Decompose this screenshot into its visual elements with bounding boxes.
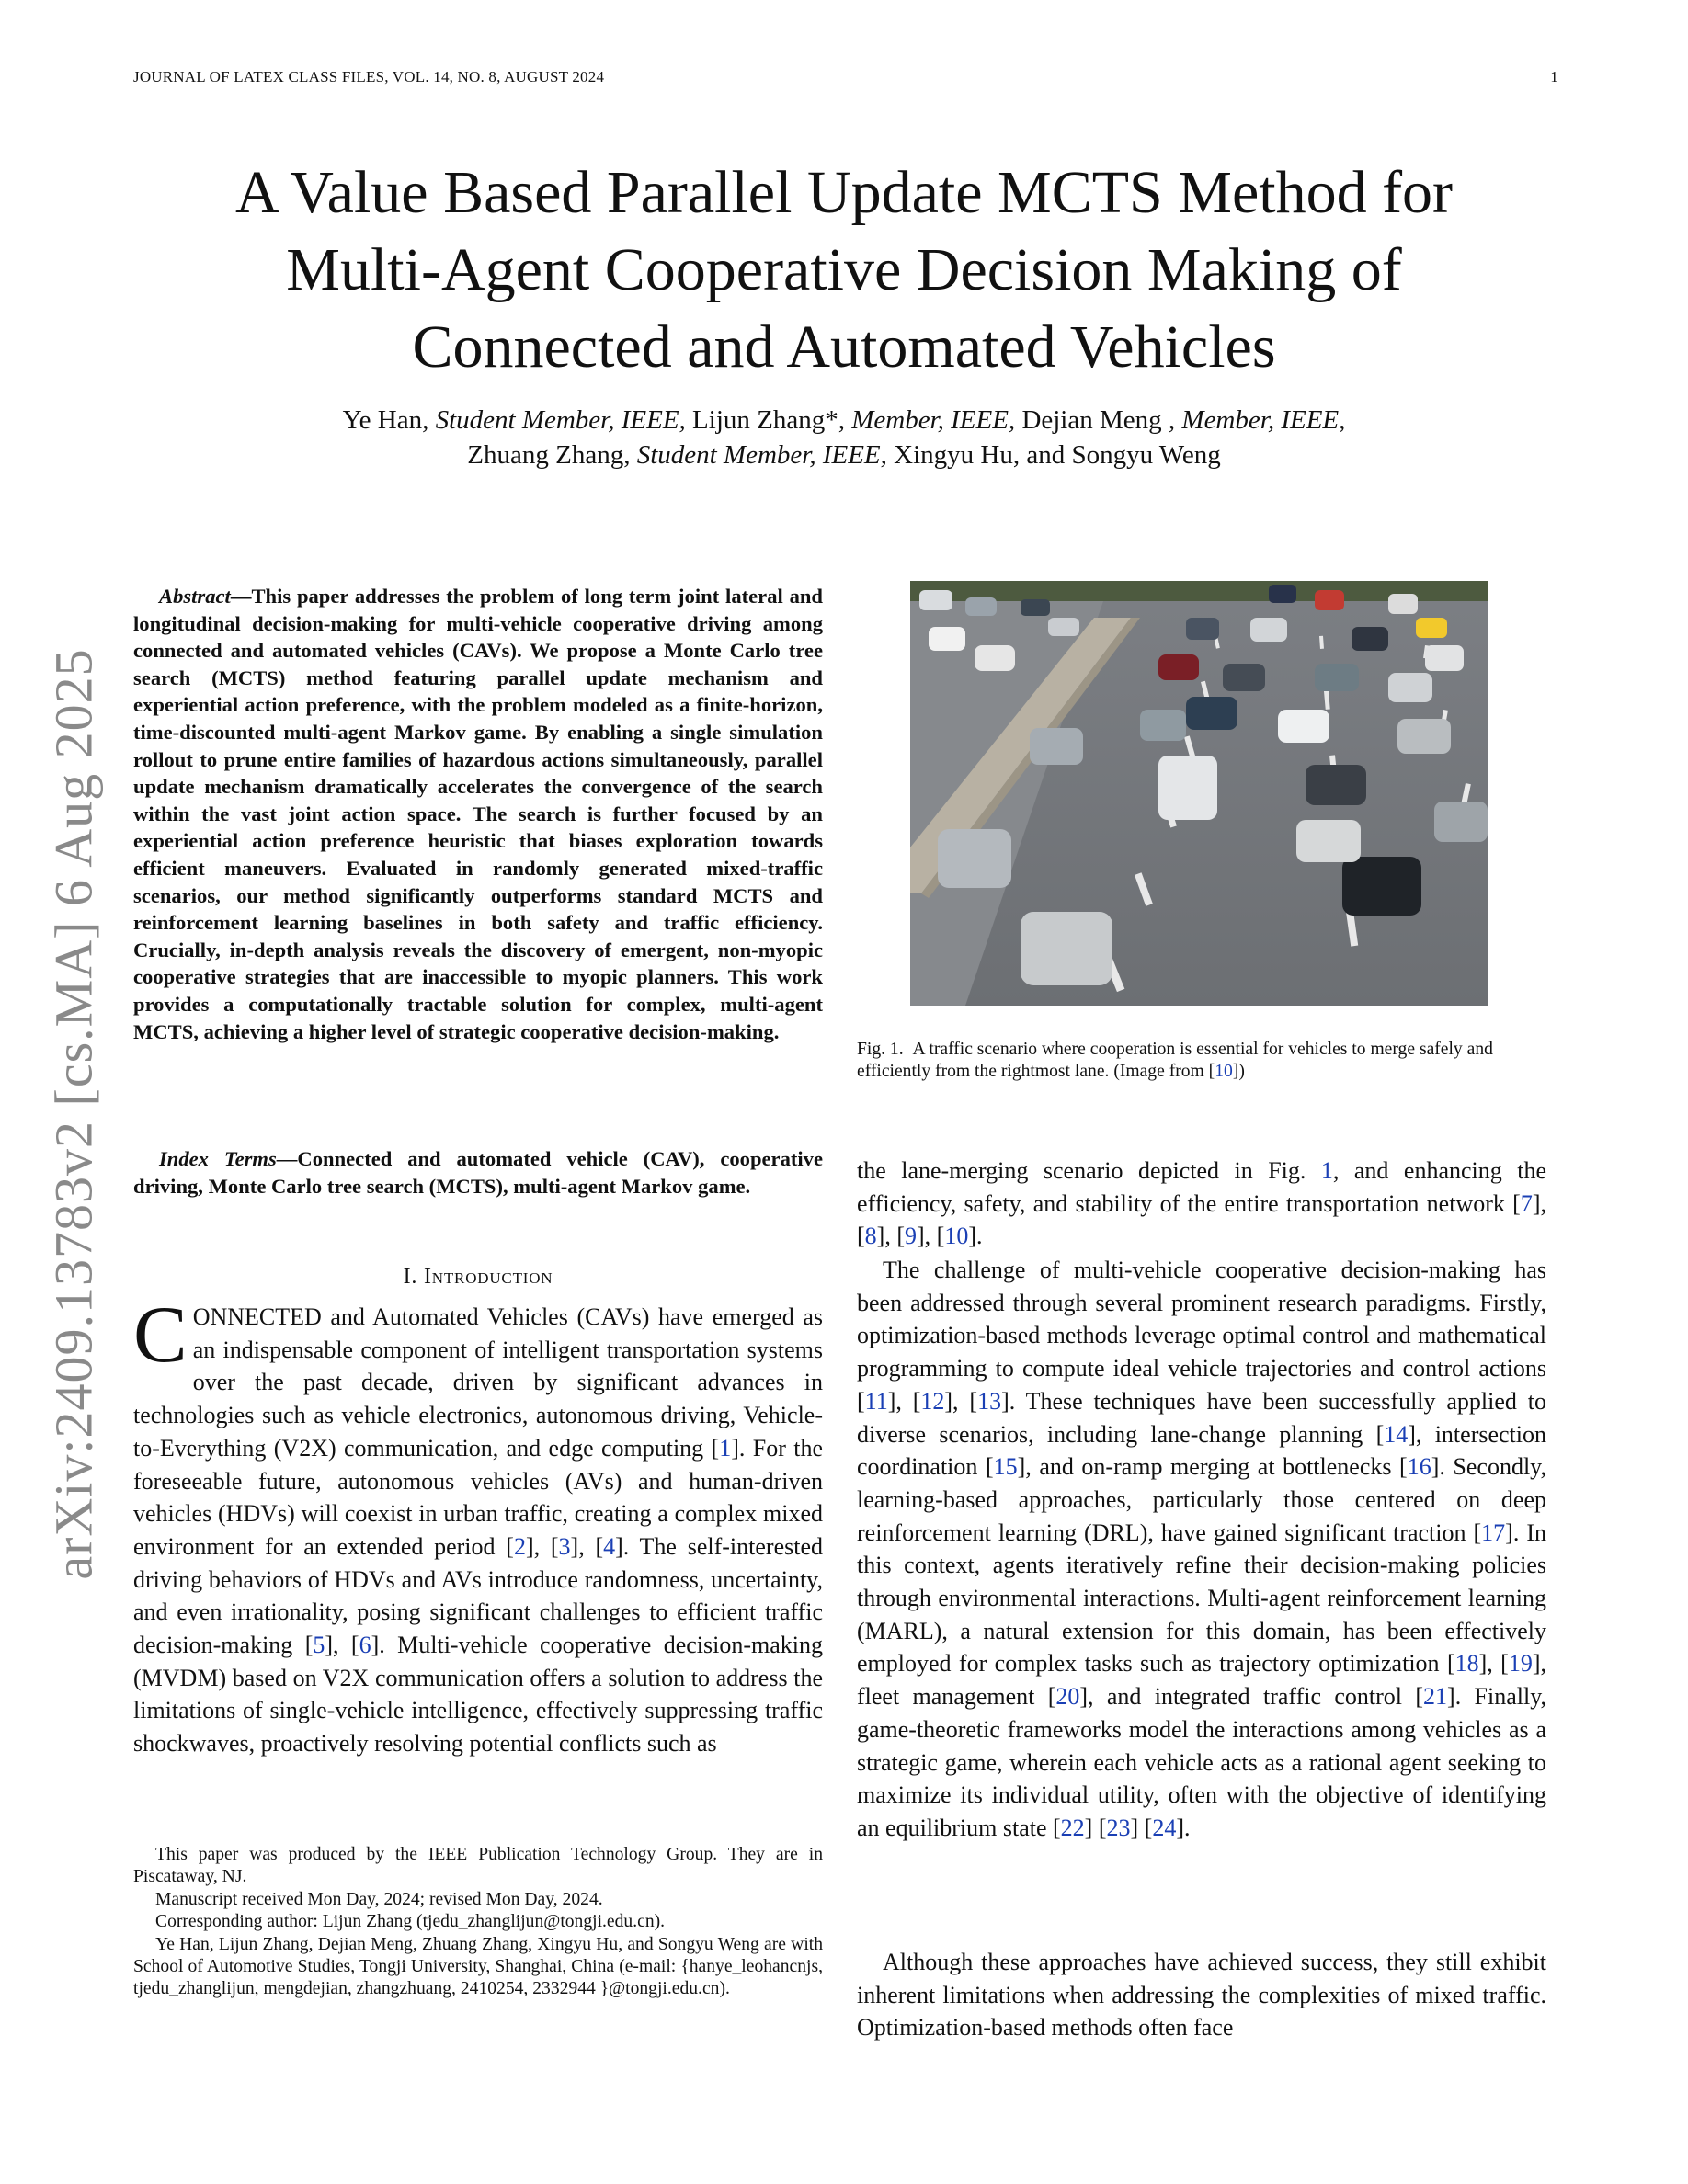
traffic-illustration [910,581,1488,1006]
citation-link[interactable]: 3 [558,1532,571,1560]
citation-link[interactable]: 16 [1407,1453,1431,1481]
citation-link[interactable]: 6 [359,1632,371,1659]
index-terms-text: Connected and automated vehicle (CAV), cooperative driving, Monte Carlo tree search (MCTS), multi-agent Markov game. [133,1147,823,1198]
body-paragraph: the lane-merging scenario depicted in Fig. 1, and enhancing the efficiency, safety, and stability of the entire transportation network [7], [8], [9], [10]. [857,1157,1547,1250]
figure-caption: Fig. 1. A traffic scenario where cooperation is essential for vehicles to merge safely and efficiently from the rightmost lane. (Image from [10]) [857,1040,1493,1082]
abstract-label: Abstract [159,585,231,608]
citation-link[interactable]: 14 [1384,1420,1409,1448]
arxiv-id: arXiv:2409.13783v2 [cs.MA] 6 Aug 2025 [43,648,104,1580]
paper-title [92,154,1596,386]
citation-link[interactable]: 4 [603,1532,616,1560]
citation-link[interactable]: 19 [1508,1650,1533,1678]
author-name: Ye Han, [342,405,429,435]
footnote: This paper was produced by the IEEE Publication Technology Group. They are in Piscataway, NJ. [133,1845,823,1887]
title-line: Multi-Agent Cooperative Decision Making of [286,236,1402,303]
footnotes [133,1844,823,2001]
section-heading: I. Introduction [403,1265,553,1289]
intro-paragraph: CONNECTED and Automated Vehicles (CAVs) have emerged as an indispensable component of intelligent transportation systems over the past decade, driven by significant advances in technologies such as vehicle electronics, autonomous driving, Vehicle-to-Everything (V2X) communication, and edge computing [1]. For the foreseeable future, autonomous vehicles (AVs) and human-driven vehicles (HDVs) will coexist in urban traffic, creating a complex mixed environment for an extended period [2], [3], [4]. The self-interested driving behaviors of HDVs and AVs introduce randomness, uncertainty, and even irrationality, posing significant challenges to efficient traffic decision-making [5], [6]. Multi-vehicle cooperative decision-making (MVDM) based on V2X communication offers a solution to address the limitations of single-vehicle intelligence, effectively suppressing traffic shockwaves, proactively resolving potential conflicts such as [133,1291,823,1757]
footnote: Manuscript received Mon Day, 2024; revised Mon Day, 2024. [155,1889,603,1909]
index-terms-label: Index Terms [159,1147,277,1170]
author-name: Lijun Zhang*, [692,405,845,435]
journal-name: JOURNAL OF LATEX CLASS FILES, VOL. 14, NO. 8, AUGUST 2024 [133,68,605,85]
author-role: Member, IEEE, [851,405,1016,435]
author-name: Dejian Meng , [1021,405,1176,435]
citation-link[interactable]: 13 [977,1387,1002,1415]
title-line: A Value Based Parallel Update MCTS Method for [234,159,1454,226]
traffic-photo [910,581,1488,1006]
footnote: Ye Han, Lijun Zhang, Dejian Meng, Zhuang Zhang, Xingyu Hu, and Songyu Weng are with School of Automotive Studies, Tongji University, Shanghai, China (e-mail: {hanye_leohancnjs, tjedu_zhanglijun, mengdejian, zhangzhuang, 2410254, 2332944 }@tongji.edu.cn). [133,1934,823,1999]
page-number: 1 [1550,68,1558,85]
index-terms: Index Terms—Connected and automated vehicle (CAV), cooperative driving, Monte Carlo tree search (MCTS), multi-agent Markov game. [133,1147,823,1198]
citation-link[interactable]: 22 [1060,1814,1085,1841]
citation-link[interactable]: 21 [1423,1683,1448,1711]
citation-link[interactable]: 15 [993,1453,1018,1481]
citation-link[interactable]: 17 [1481,1519,1506,1546]
body-paragraph: Although these approaches have achieved success, they still exhibit inherent limitations when addressing the complexities of mixed traffic. Optimization-based methods often face [857,1949,1546,2042]
author-role: Student Member, IEEE, [435,405,686,435]
figure-label: Fig. 1. [857,1040,904,1059]
author-list [138,403,1550,472]
footnote: Corresponding author: Lijun Zhang (tjedu_zhanglijun@tongji.edu.cn). [155,1912,666,1932]
author-role: Student Member, IEEE, [636,440,887,470]
citation-link[interactable]: 23 [1106,1814,1131,1841]
body-paragraph: The challenge of multi-vehicle cooperative decision-making has been addressed through several prominent research paradigms. Firstly, optimization-based methods leverage optimal control and mathematical programming to compute ideal vehicle trajectories and control actions [11], [12], [13]. These techniques have been successfully applied to diverse scenarios, including lane-change planning [14], intersection coordination [15], and on-ramp merging at bottlenecks [16]. Secondly, learning-based approaches, particularly those centered on deep reinforcement learning (DRL), have gained significant traction [17]. In this context, agents iteratively refine their decision-making policies through environmental interactions. Multi-agent reinforcement learning (MARL), a natural extension for this domain, has been effectively employed for complex tasks such as trajectory optimization [18], [19], fleet management [20], and integrated traffic control [21]. Finally, game-theoretic frameworks model the interactions among vehicles as a strategic game, wherein each vehicle acts as a rational agent seeking to maximize its individual utility, often with the objective of identifying an equilibrium state [22] [23] [24]. [857,1257,1547,1841]
citation-link[interactable]: 12 [920,1387,945,1415]
figure-ref-link[interactable]: 1 [1320,1157,1333,1184]
citation-link[interactable]: 18 [1454,1650,1479,1678]
citation-link[interactable]: 11 [864,1387,888,1415]
abstract-text: This paper addresses the problem of long term joint lateral and longitudinal decision-making for multi-vehicle cooperative driving among connected and automated vehicles (CAVs). We propose a Monte Carlo tree search (MCTS) method featuring parallel update mechanism and experiential action preference, with the problem modeled as a finite-horizon, time-discounted multi-agent Markov game. By enabling a single simulation rollout to prune entire families of hazardous actions simultaneously, parallel update mechanism dramatically accelerates the convergence of the search within the vast joint action space. The search is further focused by an experiential action preference heuristic that biases exploration towards efficient maneuvers. Evaluated in randomly generated mixed-traffic scenarios, our method significantly outperforms standard MCTS and reinforcement learning baselines in both safety and traffic efficiency. Crucially, in-depth analysis reveals the discovery of emergent, non-myopic cooperative strategies that are inaccessible to myopic planners. This work provides a computationally tractable solution for complex, multi-agent MCTS, achieving a higher level of strategic cooperative decision-making. [133,585,823,1043]
drop-cap: C [133,1291,188,1380]
citation-link[interactable]: 10 [944,1223,969,1250]
citation-link[interactable]: 2 [513,1532,526,1560]
abstract: Abstract—This paper addresses the problem of long term joint lateral and longitudinal decision-making for multi-vehicle cooperative driving among connected and automated vehicles (CAVs). We propose a Monte Carlo tree search (MCTS) method featuring parallel update mechanism and experiential action preference, with the problem modeled as a finite-horizon, time-discounted multi-agent Markov game. By enabling a single simulation rollout to prune entire families of hazardous actions simultaneously, parallel update mechanism dramatically accelerates the convergence of the search within the vast joint action space. The search is further focused by an experiential action preference heuristic that biases exploration towards efficient maneuvers. Evaluated in randomly generated mixed-traffic scenarios, our method significantly outperforms standard MCTS and reinforcement learning baselines in both safety and traffic efficiency. Crucially, in-depth analysis reveals the discovery of emergent, non-myopic cooperative strategies that are inaccessible to myopic planners. This work provides a computationally tractable solution for complex, multi-agent MCTS, achieving a higher level of strategic cooperative decision-making. [133,585,823,1043]
author-name: Xingyu Hu, and Songyu Weng [894,440,1221,470]
citation-link[interactable]: 7 [1520,1189,1533,1217]
citation-link[interactable]: 5 [313,1632,325,1659]
title-line: Connected and Automated Vehicles [412,313,1276,381]
citation-link[interactable]: 20 [1055,1683,1080,1711]
author-name: Zhuang Zhang, [467,440,631,470]
citation-link[interactable]: 1 [719,1434,732,1462]
citation-link[interactable]: 8 [864,1223,877,1250]
citation-link[interactable]: 24 [1152,1814,1177,1841]
citation-link[interactable]: 10 [1215,1062,1233,1082]
running-header [133,68,1558,86]
citation-link[interactable]: 9 [905,1223,917,1250]
author-role: Member, IEEE, [1181,405,1346,435]
